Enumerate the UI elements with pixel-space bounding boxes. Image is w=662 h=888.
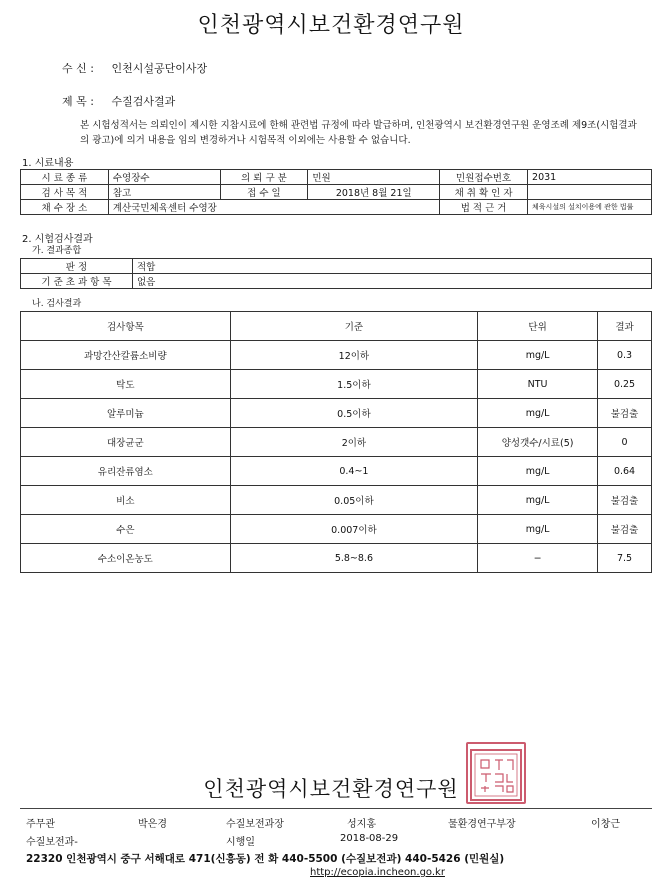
cell-value: 수영장수 [108,170,220,185]
cell-standard: 1.5이하 [230,370,477,399]
table-row [21,457,652,486]
table-row [21,428,652,457]
cell-standard: 12이하 [230,341,477,370]
section2-sub-b: 나. 검사결과 [32,299,82,309]
cell-unit: mg/L [478,457,598,486]
cell-unit: − [478,544,598,573]
cell-unit: mg/L [478,341,598,370]
footer-divider [20,808,652,809]
seal-pattern-icon [469,748,523,802]
subject-value: 수질검사결과 [111,95,176,108]
footer-name-1: 박은경 [138,819,167,830]
section2-sub-a: 가. 결과종합 [32,246,82,256]
cell-value: 체육시설의 설치이용에 관한 법률 [528,200,652,215]
notice-paragraph: 본 시험성적서는 의뢰인이 제시한 지참시료에 한해 관련법 규정에 따라 발급하며, 인천광역시 보건환경연구원 운영조례 제9조(시험결과의 광고)에 의거 내용을 임의 변경하거나 시험목적 이외에는 사용할 수 없습니다. [80,120,637,146]
cell-result: 0.3 [598,341,652,370]
column-header: 단위 [478,312,598,341]
subject-line [62,93,175,109]
official-seal-stamp [466,742,526,804]
cell-item: 수은 [21,515,231,544]
cell-value: 2031 [528,170,652,185]
cell-standard: 5.8~8.6 [230,544,477,573]
table-row [21,399,652,428]
document-title: 인천광역시보건환경연구원 [197,13,465,38]
footer-name-2: 성지홍 [347,819,376,830]
table-row [21,370,652,399]
cell-item: 알루미늄 [21,399,231,428]
table-row [21,200,652,215]
recipient-line [62,60,207,76]
cell-unit: NTU [478,370,598,399]
cell-unit: 양성갯수/시료(5) [478,428,598,457]
cell-result: 불검출 [598,399,652,428]
table-header-row [21,312,652,341]
cell-value: 적합 [132,259,651,274]
sample-info-table [20,169,652,215]
cell-value: 없음 [132,274,651,289]
cell-result: 0.25 [598,370,652,399]
cell-label: 검 사 목 적 [21,185,109,200]
cell-result: 불검출 [598,486,652,515]
recipient-value: 인천시설공단이사장 [111,62,208,75]
cell-item: 과망간산칼륨소비량 [21,341,231,370]
summary-table [20,258,652,289]
results-table [20,311,652,573]
cell-result: 불검출 [598,515,652,544]
cell-label: 법 적 근 거 [440,200,528,215]
cell-item: 유리잔류염소 [21,457,231,486]
table-row [21,170,652,185]
cell-label: 판 정 [21,259,133,274]
cell-item: 비소 [21,486,231,515]
cell-value: 계산국민체육센터 수영장 [108,200,439,215]
cell-value [528,185,652,200]
cell-item: 대장균군 [21,428,231,457]
cell-value: 2018년 8월 21일 [308,185,440,200]
footer-org-name: 인천광역시보건환경연구원 [203,777,459,801]
cell-label: 의 뢰 구 분 [220,170,308,185]
cell-value: 민원 [308,170,440,185]
cell-unit: mg/L [478,486,598,515]
cell-unit: mg/L [478,399,598,428]
table-row [21,259,652,274]
section2-heading: 2. 시험검사결과 [22,234,93,245]
footer-name-3: 이창근 [591,819,620,830]
cell-result: 0 [598,428,652,457]
cell-label: 시 료 종 류 [21,170,109,185]
table-row [21,274,652,289]
footer-effective-label: 시행일 [226,837,255,848]
cell-standard: 2이하 [230,428,477,457]
footer-website-link[interactable]: http://ecopia.incheon.go.kr [310,867,445,878]
footer-role-3: 물환경연구부장 [448,819,516,830]
cell-standard: 0.4~1 [230,457,477,486]
cell-label: 민원접수번호 [440,170,528,185]
table-row [21,486,652,515]
cell-value: 참고 [108,185,220,200]
table-row [21,515,652,544]
recipient-label: 수 신 : [62,62,94,75]
cell-label: 접 수 일 [220,185,308,200]
cell-item: 수소이온농도 [21,544,231,573]
cell-label: 채 수 장 소 [21,200,109,215]
section1-heading: 1. 시료내용 [22,158,74,169]
footer-effective-date: 2018-08-29 [340,833,399,844]
cell-label: 기 준 초 과 항 목 [21,274,133,289]
footer-role-2: 수질보전과장 [226,819,284,830]
column-header: 검사항목 [21,312,231,341]
column-header: 결과 [598,312,652,341]
table-row [21,544,652,573]
footer-address: 22320 인천광역시 중구 서해대로 471(신흥동) 전 화 440-5500 (수질보전과) 440-5426 (민원실) [26,853,505,865]
table-row [21,185,652,200]
cell-result: 7.5 [598,544,652,573]
cell-standard: 0.007이하 [230,515,477,544]
cell-unit: mg/L [478,515,598,544]
cell-item: 탁도 [21,370,231,399]
footer-doc-number: 수질보전과- [26,837,78,848]
subject-label: 제 목 : [62,95,94,108]
cell-standard: 0.05이하 [230,486,477,515]
cell-label: 채 취 확 인 자 [440,185,528,200]
table-row [21,341,652,370]
footer-role-1: 주무관 [26,819,55,830]
cell-result: 0.64 [598,457,652,486]
cell-standard: 0.5이하 [230,399,477,428]
column-header: 기준 [230,312,477,341]
